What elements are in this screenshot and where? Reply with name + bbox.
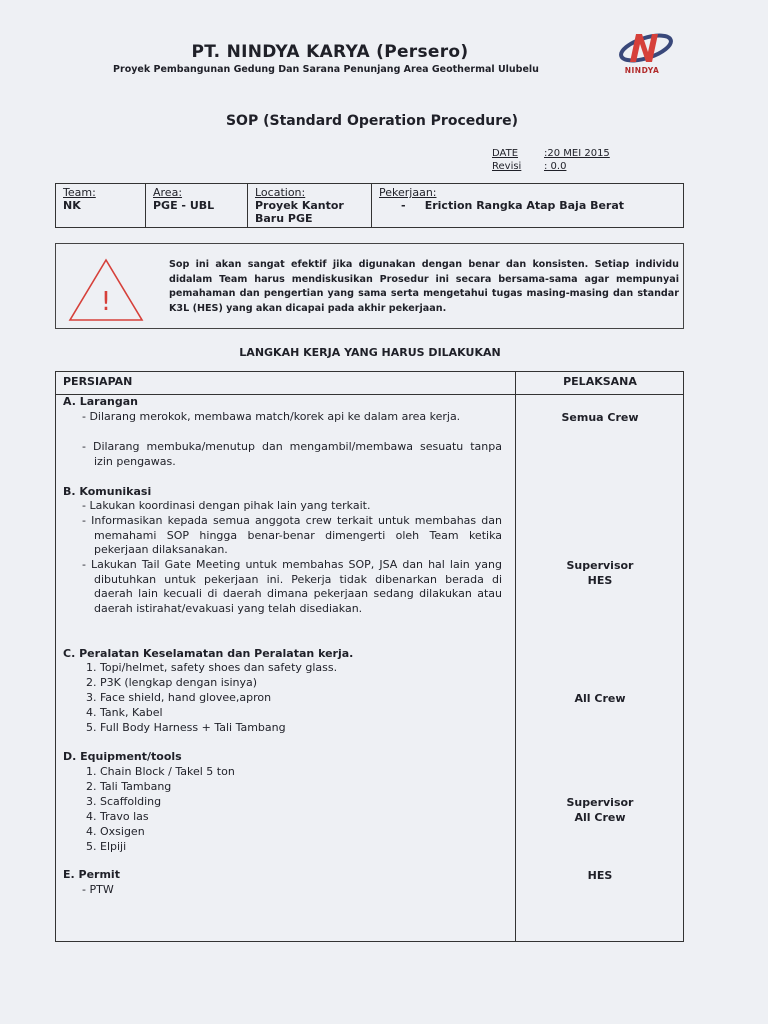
list-item: - PTW bbox=[82, 883, 114, 896]
pelaksana-d-2: All Crew bbox=[574, 811, 626, 824]
list-item: 1. Chain Block / Takel 5 ton bbox=[86, 765, 235, 778]
info-table bbox=[55, 183, 684, 228]
list-item: 5. Full Body Harness + Tali Tambang bbox=[86, 721, 286, 734]
location-value-line2: Baru PGE bbox=[255, 212, 313, 225]
area-value: PGE - UBL bbox=[153, 199, 215, 212]
pelaksana-e: HES bbox=[587, 869, 613, 882]
job-label: Pekerjaan: bbox=[379, 186, 437, 199]
steps-title: LANGKAH KERJA YANG HARUS DILAKUKAN bbox=[239, 346, 501, 359]
column-divider bbox=[515, 372, 516, 941]
list-item: 2. P3K (lengkap dengan isinya) bbox=[86, 676, 258, 689]
list-item: - Dilarang merokok, membawa match/korek api ke dalam area kerja. bbox=[82, 410, 461, 423]
page-title: SOP (Standard Operation Procedure) bbox=[225, 113, 519, 129]
team-label: Team: bbox=[63, 186, 96, 199]
pelaksana-a: Semua Crew bbox=[561, 411, 639, 424]
section-a-title: A. Larangan bbox=[63, 395, 138, 408]
team-cell bbox=[56, 184, 146, 227]
warning-triangle-icon bbox=[66, 256, 146, 324]
pelaksana-d-1: Supervisor bbox=[566, 796, 634, 809]
job-cell bbox=[372, 184, 683, 227]
pelaksana-header: PELAKSANA bbox=[563, 375, 637, 388]
pelaksana-b-1: Supervisor bbox=[566, 559, 634, 572]
location-label: Location: bbox=[255, 186, 306, 199]
area-cell bbox=[146, 184, 248, 227]
revision-label: Revisi bbox=[492, 161, 522, 172]
list-item: 4. Oxsigen bbox=[86, 825, 145, 838]
document-meta bbox=[492, 147, 610, 173]
list-item: 3. Scaffolding bbox=[86, 795, 162, 808]
location-cell bbox=[248, 184, 372, 227]
warning-text: Sop ini akan sangat efektif jika digunakan dengan benar dan konsisten. Setiap individu didalam Team harus mendiskusikan Prosedur ini secara bersama-sama agar mempunyai pemahaman dan pengertian yang sama serta mengetahui tugas masing-masing dan standar K3L (HES) yang akan dicapai pada akhir pekerjaan. bbox=[169, 259, 679, 314]
warning-box bbox=[55, 243, 684, 329]
persiapan-header: PERSIAPAN bbox=[63, 375, 133, 388]
list-item: - Lakukan Tail Gate Meeting untuk membahas SOP, JSA dan hal lain yang dibutuhkan untuk pekerjaan ini. Pekerja tidak dibenarkan berada di daerah lain kecuali di daerah dimana pekerjaan sedang dilakukan atau daerah istirahat/evakuasi yang telah disediakan. bbox=[82, 558, 502, 615]
section-e-title: E. Permit bbox=[63, 868, 120, 881]
location-value-line1: Proyek Kantor bbox=[255, 199, 344, 212]
pelaksana-c: All Crew bbox=[574, 692, 626, 705]
area-label: Area: bbox=[153, 186, 183, 199]
date-value: :20 MEI 2015 bbox=[544, 148, 610, 159]
steps-table bbox=[55, 371, 684, 942]
section-c-title: C. Peralatan Keselamatan dan Peralatan kerja. bbox=[63, 647, 354, 660]
job-value: - Eriction Rangka Atap Baja Berat bbox=[401, 199, 625, 212]
pelaksana-b-2: HES bbox=[587, 574, 613, 587]
list-item: - Informasikan kepada semua anggota crew terkait untuk membahas dan memahami SOP hingga benar-benar dimengerti oleh Team ketika pekerjaan dilaksanakan. bbox=[82, 514, 502, 556]
logo-wordmark: NINDYA bbox=[624, 66, 660, 75]
revision-value: : 0.0 bbox=[544, 161, 567, 172]
list-item: 5. Elpiji bbox=[86, 840, 127, 853]
list-item: 4. Travo las bbox=[86, 810, 149, 823]
list-item: 1. Topi/helmet, safety shoes dan safety glass. bbox=[86, 661, 338, 674]
team-value: NK bbox=[63, 199, 81, 212]
list-item: 2. Tali Tambang bbox=[86, 780, 172, 793]
company-name: PT. NINDYA KARYA (Persero) bbox=[191, 42, 469, 62]
list-item: 4. Tank, Kabel bbox=[86, 706, 163, 719]
svg-text:!: ! bbox=[100, 287, 112, 317]
list-item: - Lakukan koordinasi dengan pihak lain yang terkait. bbox=[82, 499, 371, 512]
date-label: DATE bbox=[492, 148, 519, 159]
section-d-title: D. Equipment/tools bbox=[63, 750, 182, 763]
project-name: Proyek Pembangunan Gedung Dan Sarana Penunjang Area Geothermal Ulubelu bbox=[113, 64, 539, 75]
list-item: 3. Face shield, hand glovee,apron bbox=[86, 691, 272, 704]
section-b-title: B. Komunikasi bbox=[63, 485, 152, 498]
list-item: - Dilarang membuka/menutup dan mengambil/membawa sesuatu tanpa izin pengawas. bbox=[82, 440, 502, 468]
table-header bbox=[56, 372, 683, 395]
